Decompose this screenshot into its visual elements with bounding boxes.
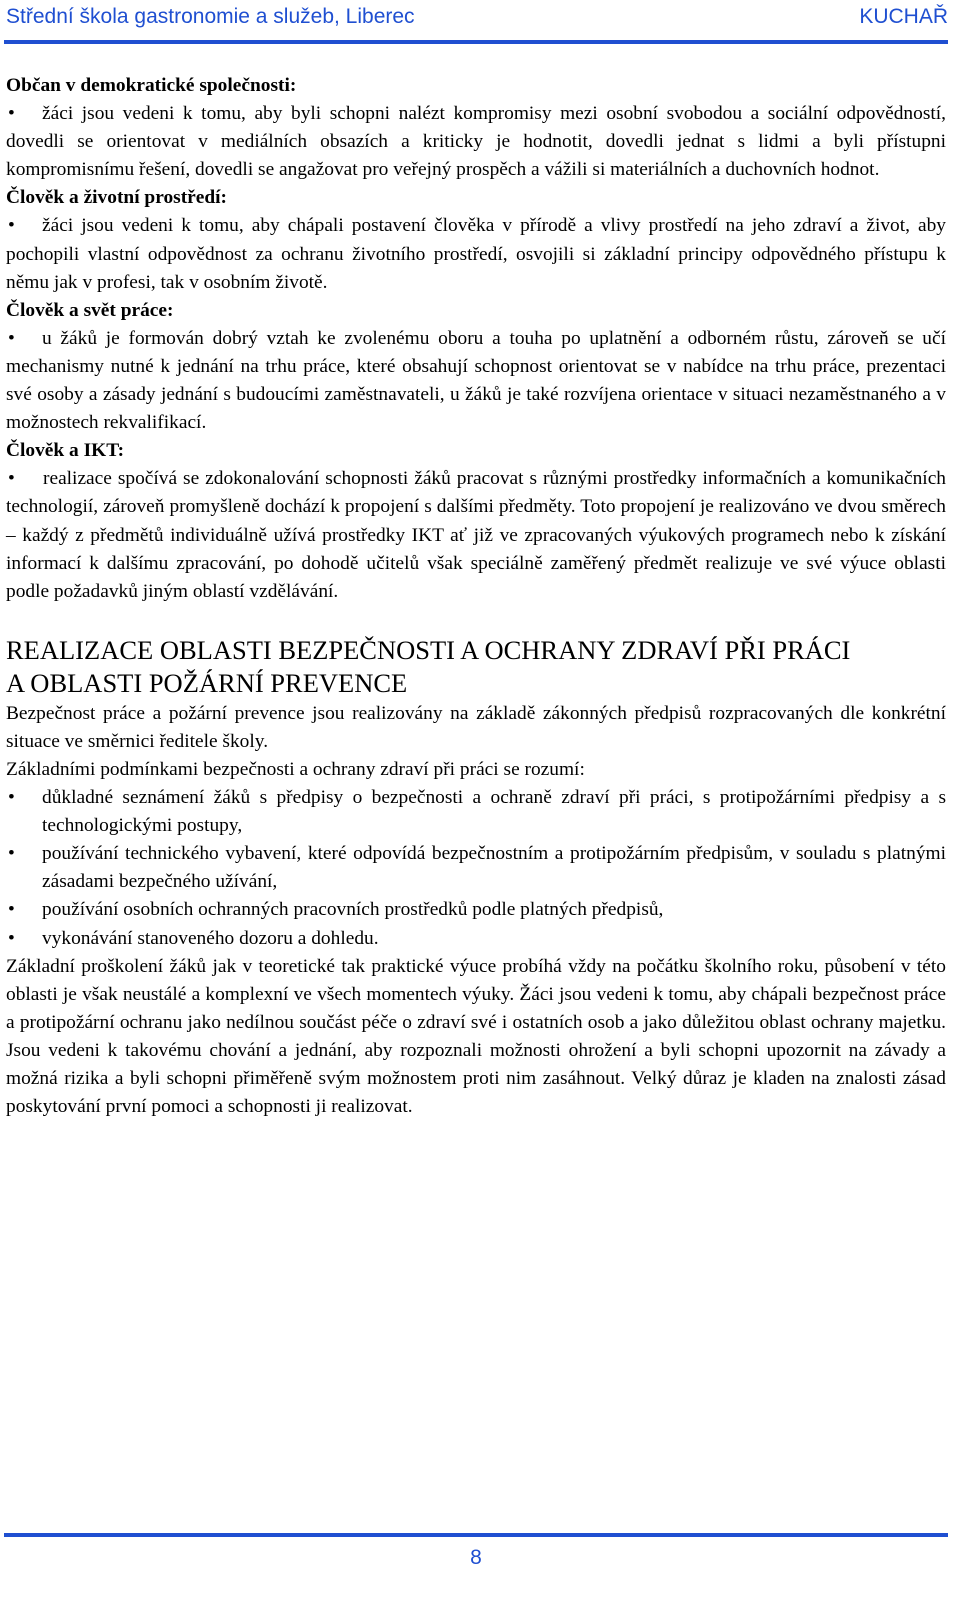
list-item <box>6 925 946 953</box>
bullet-icon: • <box>8 468 15 490</box>
bullet-icon: • <box>8 843 15 865</box>
school-name: Střední škola gastronomie a služeb, Liberec <box>6 5 415 28</box>
section-title-democracy: Občan v demokratické společnosti: <box>6 75 297 96</box>
page-number: 8 <box>470 1546 482 1569</box>
bullet-icon: • <box>8 215 15 237</box>
section-title-ict: Člověk a IKT: <box>6 440 125 462</box>
safety-paragraph-3: Základní proškolení žáků jak v teoretické tak praktické výuce probíhá vždy na počátku školního roku, působení v této oblasti je však neustálé a komplexní ve všech momentech výuky. Žáci jsou vedeni k tomu, aby chápali bezpečnost práce a protipožární ochranu jako nedílnou součást péče o zdraví své i ostatních osob a jako důležitou oblast ochrany majetku. Jsou vedeni k takovému chování a jednání, aby rozpoznali možnosti ohrožení a byli schopni upozornit na závady a možná rizika a byli schopni přiměřeně svým možnostem proti nim zasáhnout. Velký důraz je kladen na znalosti zásad poskytování první pomoci a schopnosti ji realizovat. <box>6 955 946 1118</box>
page-footer <box>4 1533 948 1569</box>
safety-heading-line1: REALIZACE OBLASTI BEZPEČNOSTI A OCHRANY ZDRAVÍ PŘI PRÁCI <box>6 634 851 665</box>
list-item-ict <box>6 465 946 605</box>
field-name: KUCHAŘ <box>859 5 948 28</box>
bullet-icon: • <box>8 787 15 809</box>
list-item-text: používání osobních ochranných pracovních prostředků podle platných předpisů, <box>42 899 664 921</box>
bullet-icon: • <box>8 103 15 125</box>
list-item-text: vykonávání stanoveného dozoru a dohledu. <box>42 927 379 949</box>
safety-paragraph-2: Základními podmínkami bezpečnosti a ochrany zdraví při práci se rozumí: <box>6 758 585 780</box>
list-item-text: používání technického vybavení, které odpovídá bezpečnostním a protipožárním předpisům, v souladu s platnými zásadami bezpečného užívání, <box>42 843 946 893</box>
document-body <box>6 72 946 1121</box>
bullet-icon: • <box>8 927 15 949</box>
list-item-text: realizace spočívá se zdokonalování schopnosti žáků pracovat s různými prostředky informačních a komunikačních technologií, zároveň promyšleně dochází k propojení s dalšími předměty. Toto propojení je realizováno ve dvou směrech – každý z předmětů individuálně užívá prostředky IKT ať již ve zpracovaných výukových programech nebo k získání informací k dalšímu zpracování, po dohodě učitelů však speciálně zaměřený předmět realizuje ve své výuce oblasti podle požadavků jiným oblastí vzdělávání. <box>6 468 946 602</box>
section-title-environment: Člověk a životní prostředí: <box>6 187 228 209</box>
list-item-text: důkladné seznámení žáků s předpisy o bezpečnosti a ochraně zdraví při práci, s protipožárními předpisy a s technologickými postupy, <box>42 787 946 837</box>
list-item-text: žáci jsou vedeni k tomu, aby byli schopni nalézt kompromisy mezi osobní svobodou a sociální odpovědností, dovedli se orientovat v mediálních obsazích a kriticky je hodnotit, dovedli jednat s lidmi a byli přístupni kompromisnímu řešení, dovedli se angažovat pro veřejný prospěch a vážili si materiálních a duchovních hodnot. <box>6 103 946 181</box>
list-item <box>6 784 946 840</box>
list-item-work <box>6 325 946 437</box>
section-title-work: Člověk a svět práce: <box>6 299 174 321</box>
list-item-text: u žáků je formován dobrý vztah ke zvolenému oboru a touha po uplatnění a odborném růstu, zároveň se učí mechanismy nutné k jednání na trhu práce, které obsahují schopnost orientovat se v nabídce na trhu práce, prezentaci své osoby a zásady jednání s budoucími zaměstnavateli, u žáků je také rozvíjena orientace v situaci nezaměstnaného a v možnostech rekvalifikací. <box>6 327 946 434</box>
list-item-text: žáci jsou vedeni k tomu, aby chápali postavení člověka v přírodě a vlivy prostředí na jeho zdraví a život, aby pochopili vlastní odpovědnost za ochranu životního prostředí, osvojili si základní principy odpovědného přístupu k němu jak v profesi, tak v osobním životě. <box>6 215 946 293</box>
bullet-icon: • <box>8 327 15 349</box>
safety-paragraph-1: Bezpečnost práce a požární prevence jsou realizovány na základě zákonných předpisů rozpracovaných dle konkrétní situace ve směrnici ředitele školy. <box>6 702 946 752</box>
safety-heading <box>6 634 946 700</box>
list-item <box>6 840 946 896</box>
list-item-environment <box>6 212 946 296</box>
page-header <box>4 0 948 44</box>
list-item <box>6 896 946 924</box>
safety-list <box>6 784 946 953</box>
bullet-icon: • <box>8 899 15 921</box>
safety-heading-line2: A OBLASTI POŽÁRNÍ PREVENCE <box>6 667 408 698</box>
list-item-democracy <box>6 100 946 184</box>
